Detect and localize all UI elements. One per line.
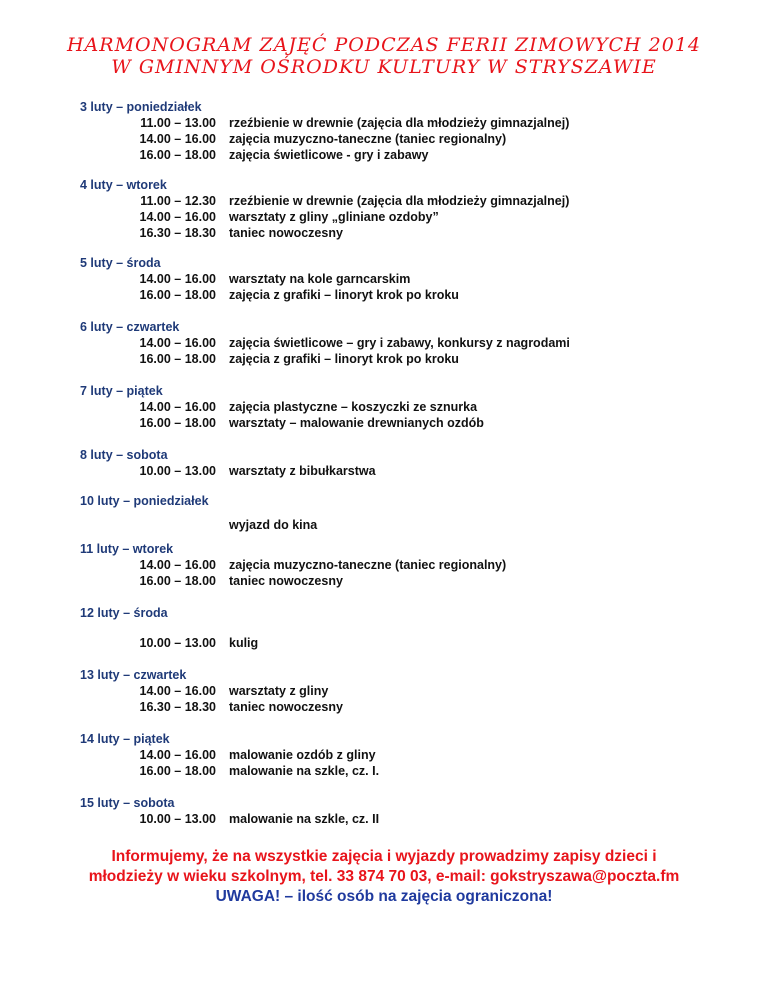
footer-info-line-1: Informujemy, że na wszystkie zajęcia i wyjazdy prowadzimy zapisy dzieci i (111, 848, 657, 865)
page-title-line-1: HARMONOGRAM ZAJĘĆ PODCZAS FERII ZIMOWYCH 2014 (66, 34, 701, 56)
session-time: 14.00 – 16.00 (139, 132, 216, 146)
day-label: 12 luty – środa (80, 606, 168, 620)
session-time: 14.00 – 16.00 (139, 336, 216, 350)
footer-warning: UWAGA! – ilość osób na zajęcia ograniczona! (215, 888, 553, 905)
session-activity: malowanie ozdób z gliny (229, 748, 376, 762)
day-label: 5 luty – środa (80, 256, 161, 270)
day-label: 14 luty – piątek (80, 732, 170, 746)
session-activity: warsztaty – malowanie drewnianych ozdób (229, 416, 484, 430)
day-label: 3 luty – poniedziałek (80, 100, 202, 114)
footer-info-line-2: młodzieży w wieku szkolnym, tel. 33 874 70 03, e-mail: gokstryszawa@poczta.fm (88, 868, 680, 885)
session-time: 14.00 – 16.00 (139, 272, 216, 286)
session-time: 16.00 – 18.00 (139, 574, 216, 588)
session-time: 16.00 – 18.00 (139, 764, 216, 778)
page-title-line-2: W GMINNYM OŚRODKU KULTURY W STRYSZAWIE (111, 56, 657, 78)
session-time: 10.00 – 13.00 (139, 464, 216, 478)
session-activity: zajęcia muzyczno-taneczne (taniec regionalny) (229, 132, 507, 146)
day-label: 13 luty – czwartek (80, 668, 187, 682)
day-label: 8 luty – sobota (80, 448, 168, 462)
session-activity: warsztaty z gliny „gliniane ozdoby” (229, 210, 439, 224)
session-activity: taniec nowoczesny (229, 700, 343, 714)
session-time: 14.00 – 16.00 (139, 748, 216, 762)
session-time: 14.00 – 16.00 (139, 400, 216, 414)
session-time: 16.00 – 18.00 (139, 352, 216, 366)
session-activity: kulig (229, 636, 259, 650)
session-time: 16.30 – 18.30 (139, 226, 216, 240)
session-activity: warsztaty z bibułkarstwa (229, 464, 376, 478)
session-activity: malowanie na szkle, cz. I. (229, 764, 380, 778)
session-activity: rzeźbienie w drewnie (zajęcia dla młodzieży gimnazjalnej) (229, 194, 570, 208)
session-time: 14.00 – 16.00 (139, 558, 216, 572)
session-activity: taniec nowoczesny (229, 226, 343, 240)
session-time: 14.00 – 16.00 (139, 210, 216, 224)
session-time: 11.00 – 12.30 (140, 194, 216, 208)
session-time: 16.00 – 18.00 (139, 416, 216, 430)
session-time: 14.00 – 16.00 (139, 684, 216, 698)
session-activity: zajęcia świetlicowe - gry i zabawy (229, 148, 429, 162)
session-time: 10.00 – 13.00 (139, 812, 216, 826)
session-activity: zajęcia świetlicowe – gry i zabawy, konkursy z nagrodami (229, 336, 570, 350)
day-label: 4 luty – wtorek (80, 178, 167, 192)
session-time: 10.00 – 13.00 (139, 636, 216, 650)
day-label: 15 luty – sobota (80, 796, 175, 810)
day-label: 6 luty – czwartek (80, 320, 180, 334)
session-activity: warsztaty na kole garncarskim (229, 272, 411, 286)
session-activity: zajęcia z grafiki – linoryt krok po kroku (229, 352, 459, 366)
session-activity: warsztaty z gliny (229, 684, 329, 698)
day-label: 11 luty – wtorek (80, 542, 174, 556)
session-activity: malowanie na szkle, cz. II (229, 812, 380, 826)
session-time: 16.00 – 18.00 (139, 148, 216, 162)
session-activity: rzeźbienie w drewnie (zajęcia dla młodzieży gimnazjalnej) (229, 116, 570, 130)
session-activity: zajęcia plastyczne – koszyczki ze sznurka (229, 400, 478, 414)
day-label: 10 luty – poniedziałek (80, 494, 209, 508)
day-label: 7 luty – piątek (80, 384, 163, 398)
session-time: 11.00 – 13.00 (140, 116, 216, 130)
session-activity: wyjazd do kina (229, 518, 318, 532)
session-activity: zajęcia muzyczno-taneczne (taniec regionalny) (229, 558, 507, 572)
session-time: 16.00 – 18.00 (139, 288, 216, 302)
session-activity: taniec nowoczesny (229, 574, 343, 588)
session-time: 16.30 – 18.30 (139, 700, 216, 714)
session-activity: zajęcia z grafiki – linoryt krok po kroku (229, 288, 459, 302)
